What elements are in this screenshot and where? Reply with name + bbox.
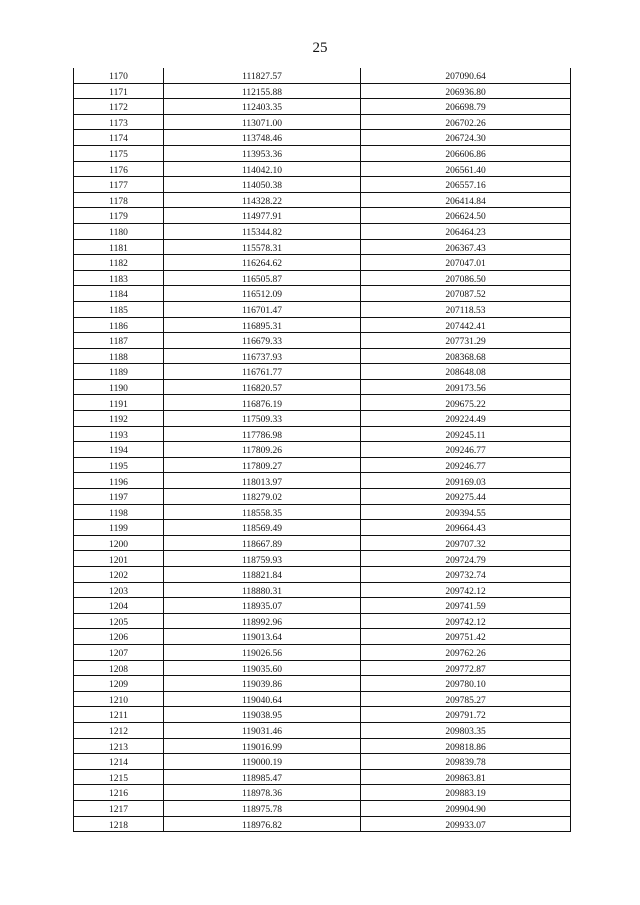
y-coordinate-cell: 209246.77 xyxy=(361,442,571,458)
x-coordinate-cell: 114050.38 xyxy=(164,177,361,193)
table-row xyxy=(74,177,571,193)
x-coordinate-cell: 119035.60 xyxy=(164,660,361,676)
table-row xyxy=(74,442,571,458)
point-number-cell: 1195 xyxy=(74,457,164,473)
table-row xyxy=(74,208,571,224)
point-number-cell: 1189 xyxy=(74,364,164,380)
y-coordinate-cell: 206702.26 xyxy=(361,114,571,130)
y-coordinate-cell: 208648.08 xyxy=(361,364,571,380)
y-coordinate-cell: 207047.01 xyxy=(361,255,571,271)
x-coordinate-cell: 118569.49 xyxy=(164,520,361,536)
y-coordinate-cell: 209724.79 xyxy=(361,551,571,567)
table-row xyxy=(74,130,571,146)
x-coordinate-cell: 116701.47 xyxy=(164,301,361,317)
table-row xyxy=(74,317,571,333)
x-coordinate-cell: 118975.78 xyxy=(164,800,361,816)
y-coordinate-cell: 206606.86 xyxy=(361,145,571,161)
y-coordinate-cell: 209742.12 xyxy=(361,582,571,598)
point-number-cell: 1190 xyxy=(74,379,164,395)
point-number-cell: 1183 xyxy=(74,270,164,286)
table-row xyxy=(74,660,571,676)
x-coordinate-cell: 118821.84 xyxy=(164,567,361,583)
x-coordinate-cell: 113071.00 xyxy=(164,114,361,130)
point-number-cell: 1187 xyxy=(74,333,164,349)
point-number-cell: 1211 xyxy=(74,707,164,723)
point-number-cell: 1182 xyxy=(74,255,164,271)
y-coordinate-cell: 206624.50 xyxy=(361,208,571,224)
x-coordinate-cell: 117809.27 xyxy=(164,457,361,473)
y-coordinate-cell: 206557.16 xyxy=(361,177,571,193)
y-coordinate-cell: 209883.19 xyxy=(361,785,571,801)
point-number-cell: 1174 xyxy=(74,130,164,146)
x-coordinate-cell: 118759.93 xyxy=(164,551,361,567)
x-coordinate-cell: 115578.31 xyxy=(164,239,361,255)
y-coordinate-cell: 207086.50 xyxy=(361,270,571,286)
table-row xyxy=(74,255,571,271)
x-coordinate-cell: 112403.35 xyxy=(164,99,361,115)
table-row xyxy=(74,348,571,364)
point-number-cell: 1203 xyxy=(74,582,164,598)
x-coordinate-cell: 119026.56 xyxy=(164,644,361,660)
point-number-cell: 1193 xyxy=(74,426,164,442)
y-coordinate-cell: 209904.90 xyxy=(361,800,571,816)
y-coordinate-cell: 209780.10 xyxy=(361,676,571,692)
point-number-cell: 1173 xyxy=(74,114,164,130)
table-row xyxy=(74,270,571,286)
point-number-cell: 1181 xyxy=(74,239,164,255)
x-coordinate-cell: 115344.82 xyxy=(164,223,361,239)
point-number-cell: 1194 xyxy=(74,442,164,458)
table-row xyxy=(74,551,571,567)
table-row xyxy=(74,738,571,754)
point-number-cell: 1171 xyxy=(74,83,164,99)
x-coordinate-cell: 116512.09 xyxy=(164,286,361,302)
table-row xyxy=(74,691,571,707)
point-number-cell: 1215 xyxy=(74,769,164,785)
point-number-cell: 1172 xyxy=(74,99,164,115)
point-number-cell: 1192 xyxy=(74,411,164,427)
y-coordinate-cell: 209839.78 xyxy=(361,754,571,770)
table-row xyxy=(74,598,571,614)
table-row xyxy=(74,769,571,785)
point-number-cell: 1201 xyxy=(74,551,164,567)
table-row xyxy=(74,457,571,473)
x-coordinate-cell: 119040.64 xyxy=(164,691,361,707)
y-coordinate-cell: 209173.56 xyxy=(361,379,571,395)
table-row xyxy=(74,68,571,83)
table-row xyxy=(74,161,571,177)
y-coordinate-cell: 209224.49 xyxy=(361,411,571,427)
y-coordinate-cell: 206724.30 xyxy=(361,130,571,146)
y-coordinate-cell: 209732.74 xyxy=(361,567,571,583)
x-coordinate-cell: 118880.31 xyxy=(164,582,361,598)
y-coordinate-cell: 207087.52 xyxy=(361,286,571,302)
point-number-cell: 1179 xyxy=(74,208,164,224)
point-number-cell: 1206 xyxy=(74,629,164,645)
table-row xyxy=(74,582,571,598)
point-number-cell: 1204 xyxy=(74,598,164,614)
point-number-cell: 1202 xyxy=(74,567,164,583)
table-row xyxy=(74,520,571,536)
y-coordinate-cell: 209394.55 xyxy=(361,504,571,520)
point-number-cell: 1207 xyxy=(74,644,164,660)
x-coordinate-cell: 119013.64 xyxy=(164,629,361,645)
x-coordinate-cell: 112155.88 xyxy=(164,83,361,99)
table-row xyxy=(74,504,571,520)
y-coordinate-cell: 209169.03 xyxy=(361,473,571,489)
x-coordinate-cell: 114328.22 xyxy=(164,192,361,208)
x-coordinate-cell: 118935.07 xyxy=(164,598,361,614)
y-coordinate-cell: 207090.64 xyxy=(361,68,571,83)
y-coordinate-cell: 206561.40 xyxy=(361,161,571,177)
x-coordinate-cell: 111827.57 xyxy=(164,68,361,83)
table-row xyxy=(74,473,571,489)
point-number-cell: 1178 xyxy=(74,192,164,208)
table-row xyxy=(74,676,571,692)
x-coordinate-cell: 116505.87 xyxy=(164,270,361,286)
point-number-cell: 1198 xyxy=(74,504,164,520)
y-coordinate-cell: 209741.59 xyxy=(361,598,571,614)
table-row xyxy=(74,114,571,130)
table-row xyxy=(74,379,571,395)
point-number-cell: 1176 xyxy=(74,161,164,177)
table-row xyxy=(74,395,571,411)
point-number-cell: 1175 xyxy=(74,145,164,161)
x-coordinate-cell: 117786.98 xyxy=(164,426,361,442)
table-row xyxy=(74,629,571,645)
point-number-cell: 1186 xyxy=(74,317,164,333)
x-coordinate-cell: 119031.46 xyxy=(164,722,361,738)
y-coordinate-cell: 209818.86 xyxy=(361,738,571,754)
x-coordinate-cell: 116761.77 xyxy=(164,364,361,380)
table-row xyxy=(74,800,571,816)
point-number-cell: 1184 xyxy=(74,286,164,302)
y-coordinate-cell: 209791.72 xyxy=(361,707,571,723)
x-coordinate-cell: 118978.36 xyxy=(164,785,361,801)
point-number-cell: 1196 xyxy=(74,473,164,489)
x-coordinate-cell: 119038.95 xyxy=(164,707,361,723)
y-coordinate-cell: 209863.81 xyxy=(361,769,571,785)
x-coordinate-cell: 118976.82 xyxy=(164,816,361,832)
x-coordinate-cell: 118558.35 xyxy=(164,504,361,520)
point-number-cell: 1170 xyxy=(74,68,164,83)
y-coordinate-cell: 206698.79 xyxy=(361,99,571,115)
point-number-cell: 1188 xyxy=(74,348,164,364)
x-coordinate-cell: 116876.19 xyxy=(164,395,361,411)
x-coordinate-cell: 116737.93 xyxy=(164,348,361,364)
table-row xyxy=(74,535,571,551)
coordinates-table-body xyxy=(74,68,571,832)
x-coordinate-cell: 118992.96 xyxy=(164,613,361,629)
table-row xyxy=(74,145,571,161)
point-number-cell: 1197 xyxy=(74,489,164,505)
point-number-cell: 1212 xyxy=(74,722,164,738)
table-row xyxy=(74,567,571,583)
table-row xyxy=(74,301,571,317)
table-row xyxy=(74,644,571,660)
point-number-cell: 1218 xyxy=(74,816,164,832)
x-coordinate-cell: 118985.47 xyxy=(164,769,361,785)
x-coordinate-cell: 117809.26 xyxy=(164,442,361,458)
table-row xyxy=(74,364,571,380)
y-coordinate-cell: 209245.11 xyxy=(361,426,571,442)
y-coordinate-cell: 209675.22 xyxy=(361,395,571,411)
y-coordinate-cell: 209762.26 xyxy=(361,644,571,660)
x-coordinate-cell: 118279.02 xyxy=(164,489,361,505)
point-number-cell: 1216 xyxy=(74,785,164,801)
point-number-cell: 1180 xyxy=(74,223,164,239)
x-coordinate-cell: 114977.91 xyxy=(164,208,361,224)
point-number-cell: 1177 xyxy=(74,177,164,193)
x-coordinate-cell: 114042.10 xyxy=(164,161,361,177)
table-row xyxy=(74,722,571,738)
table-row xyxy=(74,192,571,208)
y-coordinate-cell: 209772.87 xyxy=(361,660,571,676)
table-row xyxy=(74,83,571,99)
y-coordinate-cell: 206936.80 xyxy=(361,83,571,99)
y-coordinate-cell: 209803.35 xyxy=(361,722,571,738)
table-row xyxy=(74,754,571,770)
point-number-cell: 1191 xyxy=(74,395,164,411)
y-coordinate-cell: 207731.29 xyxy=(361,333,571,349)
y-coordinate-cell: 209246.77 xyxy=(361,457,571,473)
y-coordinate-cell: 209707.32 xyxy=(361,535,571,551)
x-coordinate-cell: 116820.57 xyxy=(164,379,361,395)
x-coordinate-cell: 116679.33 xyxy=(164,333,361,349)
table-row xyxy=(74,411,571,427)
table-row xyxy=(74,286,571,302)
y-coordinate-cell: 206414.84 xyxy=(361,192,571,208)
point-number-cell: 1208 xyxy=(74,660,164,676)
table-row xyxy=(74,707,571,723)
x-coordinate-cell: 118667.89 xyxy=(164,535,361,551)
y-coordinate-cell: 207442.41 xyxy=(361,317,571,333)
point-number-cell: 1209 xyxy=(74,676,164,692)
y-coordinate-cell: 206464.23 xyxy=(361,223,571,239)
y-coordinate-cell: 209751.42 xyxy=(361,629,571,645)
y-coordinate-cell: 209275.44 xyxy=(361,489,571,505)
x-coordinate-cell: 117509.33 xyxy=(164,411,361,427)
table-row xyxy=(74,489,571,505)
table-row xyxy=(74,816,571,832)
x-coordinate-cell: 119016.99 xyxy=(164,738,361,754)
point-number-cell: 1205 xyxy=(74,613,164,629)
table-row xyxy=(74,223,571,239)
coordinates-table xyxy=(73,68,571,832)
y-coordinate-cell: 206367.43 xyxy=(361,239,571,255)
x-coordinate-cell: 113748.46 xyxy=(164,130,361,146)
point-number-cell: 1210 xyxy=(74,691,164,707)
point-number-cell: 1200 xyxy=(74,535,164,551)
table-row xyxy=(74,785,571,801)
table-row xyxy=(74,333,571,349)
x-coordinate-cell: 119039.86 xyxy=(164,676,361,692)
y-coordinate-cell: 209933.07 xyxy=(361,816,571,832)
y-coordinate-cell: 209785.27 xyxy=(361,691,571,707)
x-coordinate-cell: 118013.97 xyxy=(164,473,361,489)
x-coordinate-cell: 116895.31 xyxy=(164,317,361,333)
y-coordinate-cell: 208368.68 xyxy=(361,348,571,364)
x-coordinate-cell: 116264.62 xyxy=(164,255,361,271)
table-row xyxy=(74,613,571,629)
table-row xyxy=(74,99,571,115)
y-coordinate-cell: 207118.53 xyxy=(361,301,571,317)
x-coordinate-cell: 119000.19 xyxy=(164,754,361,770)
y-coordinate-cell: 209742.12 xyxy=(361,613,571,629)
point-number-cell: 1213 xyxy=(74,738,164,754)
page-number: 25 xyxy=(312,40,328,56)
point-number-cell: 1199 xyxy=(74,520,164,536)
table-row xyxy=(74,426,571,442)
table-row xyxy=(74,239,571,255)
point-number-cell: 1185 xyxy=(74,301,164,317)
x-coordinate-cell: 113953.36 xyxy=(164,145,361,161)
y-coordinate-cell: 209664.43 xyxy=(361,520,571,536)
point-number-cell: 1217 xyxy=(74,800,164,816)
point-number-cell: 1214 xyxy=(74,754,164,770)
